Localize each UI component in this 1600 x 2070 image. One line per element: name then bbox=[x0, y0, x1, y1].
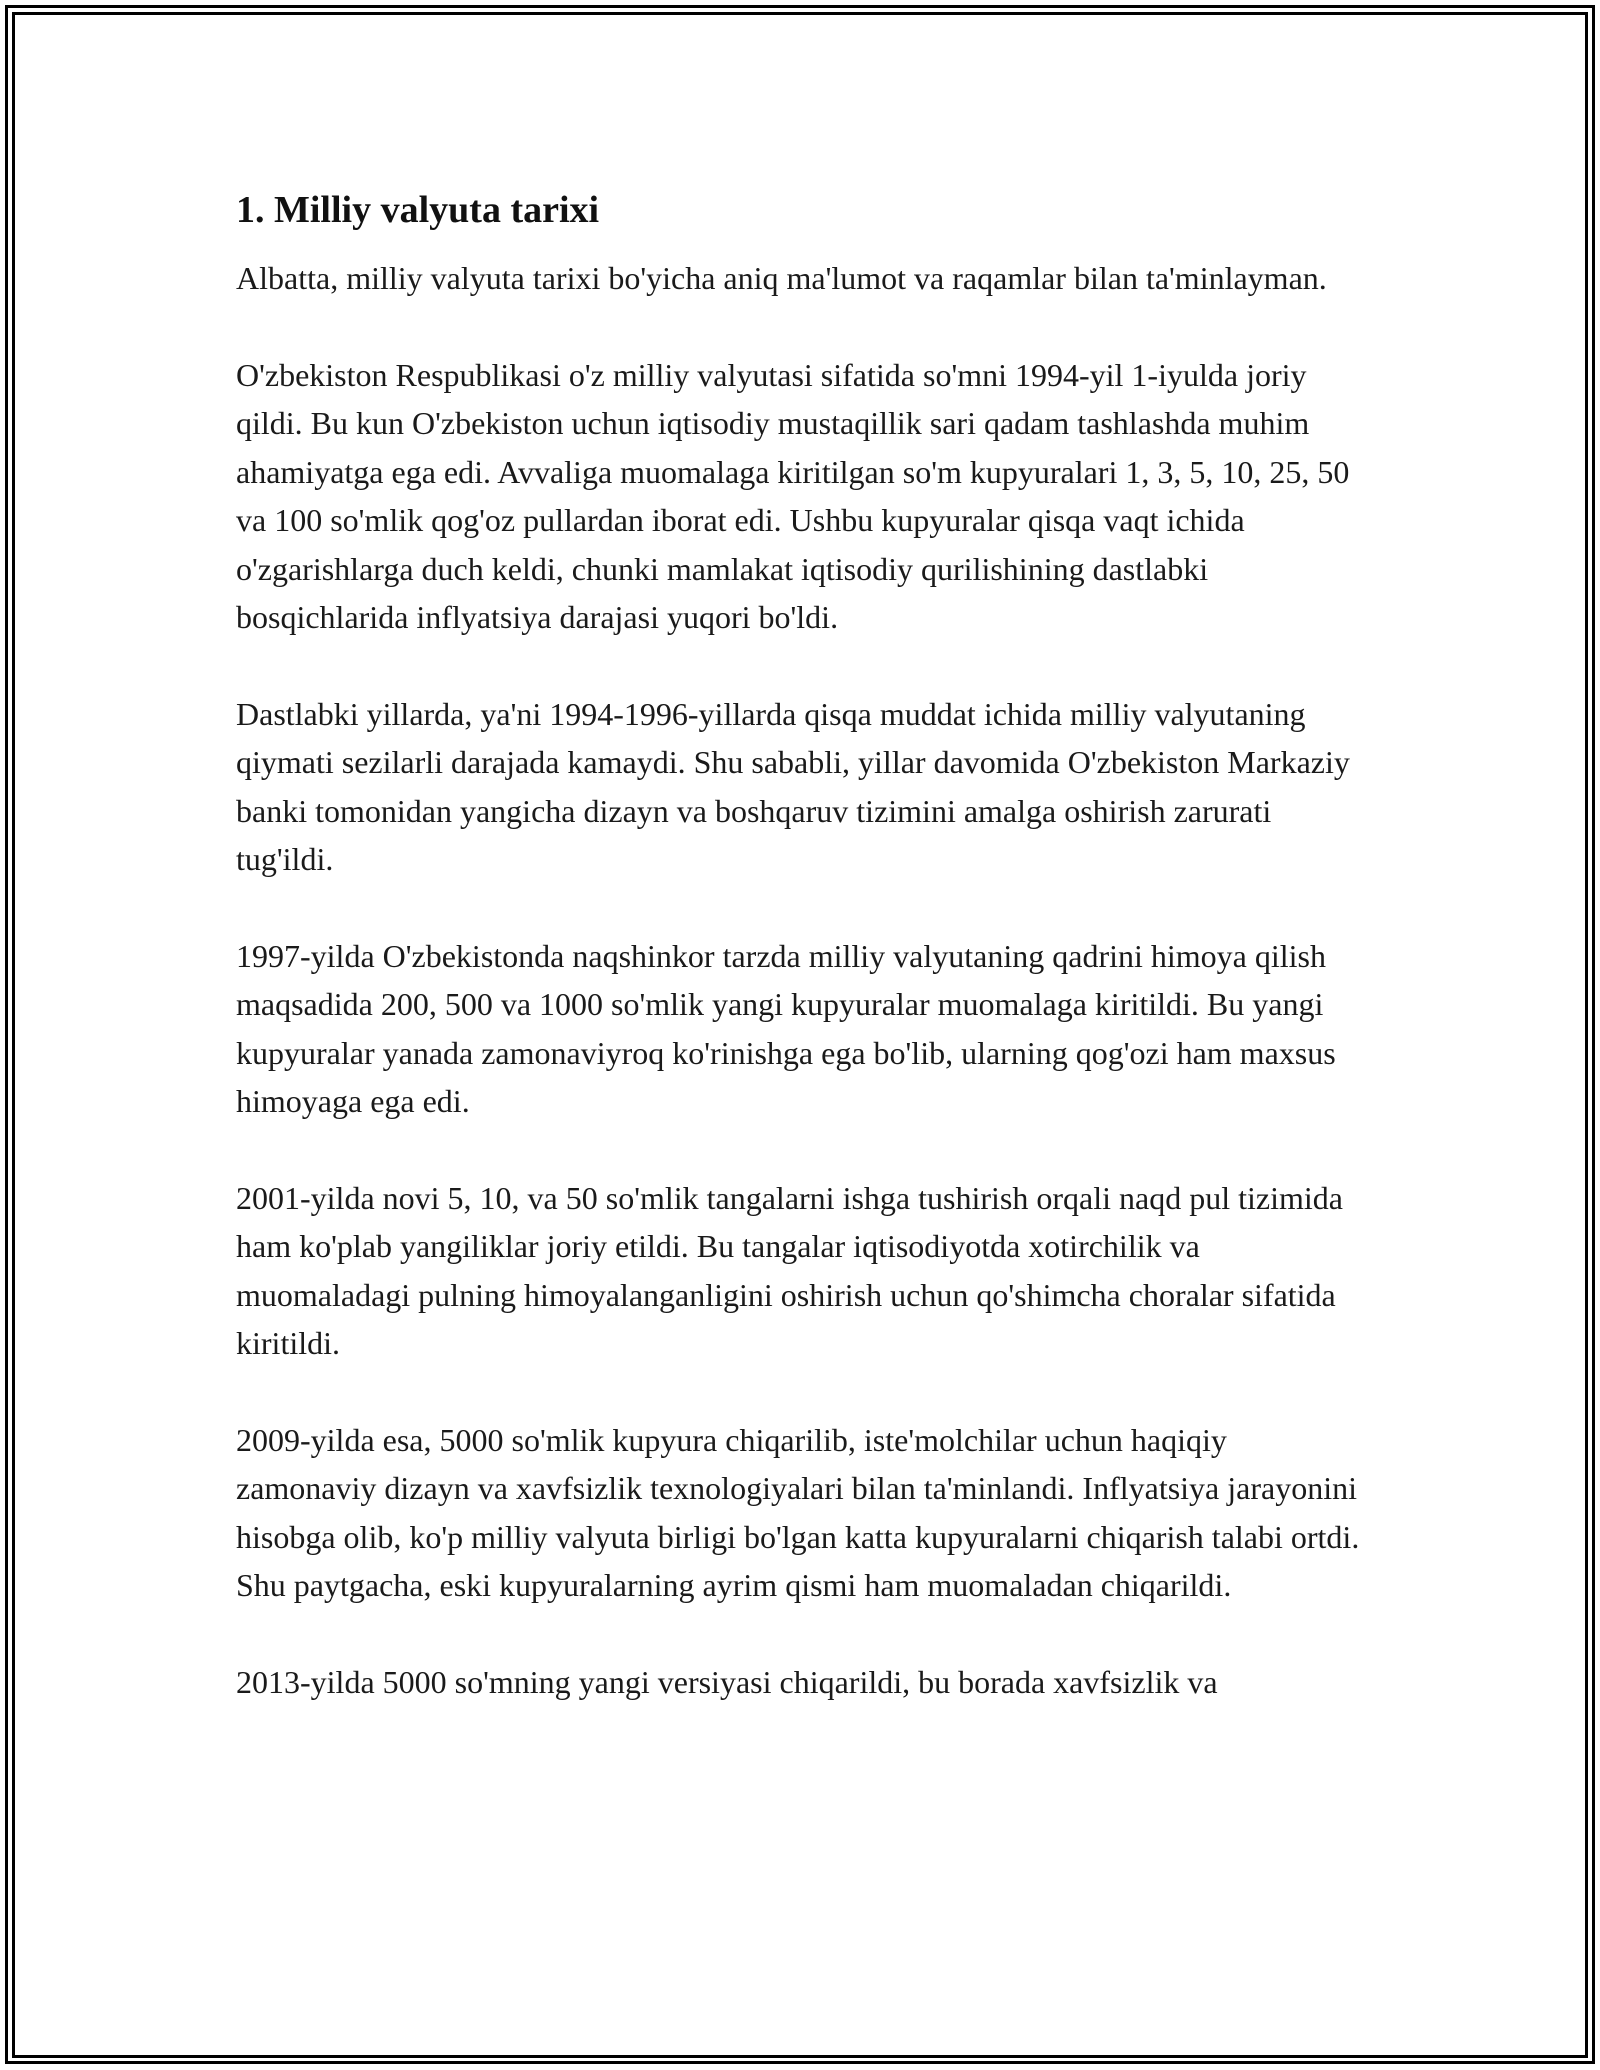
paragraph-2001: 2001-yilda novi 5, 10, va 50 so'mlik tangalarni ishga tushirish orqali naqd pul tizimida ham ko'plab yangiliklar joriy etildi. Bu tangalar iqtisodiyotda xotirchilik va muomaladagi pulning himoyalanganligini oshirish uchun qo'shimcha choralar sifatida kiritildi. bbox=[236, 1179, 1343, 1361]
document-body bbox=[236, 186, 1366, 1754]
paragraph-intro: Albatta, milliy valyuta tarixi bo'yicha aniq ma'lumot va raqamlar bilan ta'minlayman. bbox=[236, 260, 1327, 296]
paragraph-2013: 2013-yilda 5000 so'mning yangi versiyasi chiqarildi, bu borada xavfsizlik va bbox=[236, 1663, 1218, 1700]
paragraph-1994-introduction: O'zbekiston Respublikasi o'z milliy valyutasi sifatida so'mni 1994-yil 1-iyulda joriy qildi. Bu kun O'zbekiston uchun iqtisodiy mustaqillik sari qadam tashlashda muhim ahamiyatga ega edi. Avvaliga muomalaga kiritilgan so'm kupyuralari 1, 3, 5, 10, 25, 50 va 100 so'mlik qog'oz pullardan iborat edi. Ushbu kupyuralar qisqa vaqt ichida o'zgarishlarga duch keldi, chunki mamlakat iqtisodiy qurilishining dastlabki bosqichlarida inflyatsiya darajasi yuqori bo'ldi. bbox=[236, 356, 1350, 635]
section-title: 1. Milliy valyuta tarixi bbox=[236, 189, 600, 231]
paragraph-2009: 2009-yilda esa, 5000 so'mlik kupyura chiqarilib, iste'molchilar uchun haqiqiy zamonaviy dizayn va xavfsizlik texnologiyalari bilan ta'minlandi. Inflyatsiya jarayonini hisobga olib, ko'p milliy valyuta birligi bo'lgan katta kupyuralarni chiqarish talabi ortdi. Shu paytgacha, eski kupyuralarning ayrim qismi ham muomaladan chiqarildi. bbox=[236, 1421, 1360, 1603]
paragraph-early-years: Dastlabki yillarda, ya'ni 1994-1996-yillarda qisqa muddat ichida milliy valyutaning qiymati sezilarli darajada kamaydi. Shu sababli, yillar davomida O'zbekiston Markaziy banki tomonidan yangicha dizayn va boshqaruv tizimini amalga oshirish zarurati tug'ildi. bbox=[236, 695, 1350, 877]
paragraph-1997: 1997-yilda O'zbekistonda naqshinkor tarzda milliy valyutaning qadrini himoya qilish maqsadida 200, 500 va 1000 so'mlik yangi kupyuralar muomalaga kiritildi. Bu yangi kupyuralar yanada zamonaviyroq ko'rinishga ega bo'lib, ularning qog'ozi ham maxsus himoyaga ega edi. bbox=[236, 937, 1336, 1119]
